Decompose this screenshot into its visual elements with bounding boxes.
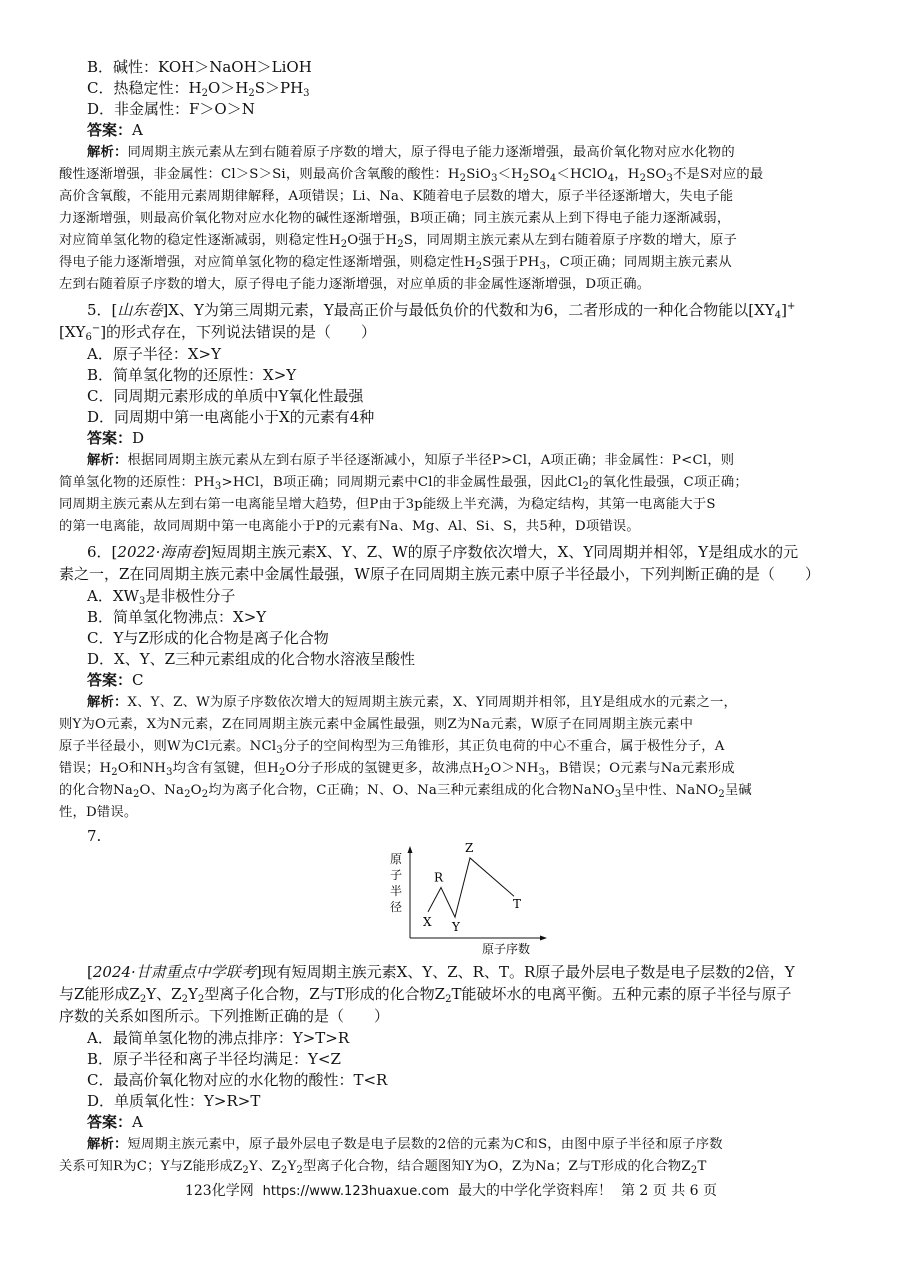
x-axis-arrow xyxy=(540,936,547,941)
q6-stem: 6．[2022·海南卷]短周期主族元素X、Y、Z、W的原子序数依次增大，X、Y同周期并相邻，Y是组成水的元 xyxy=(87,543,799,561)
q4-explanation-line: 得电子能力逐渐增强，对应简单氢化物的稳定性逐渐增强，则稳定性$H_2S$强于$PH_3$，C项正确；同周期主族元素从 xyxy=(59,255,732,272)
q5-explanation-line: 的第一电离能，故同周期中第一电离能小于P的元素有Na、Mg、Al、Si、S，共5种，D项错误。 xyxy=(59,519,640,534)
q5-explanation-line: 解析：根据同周期主族元素从左到右原子半径逐渐减小，知原子半径P>Cl，A项正确；非金属性：P<Cl，则 xyxy=(87,453,735,468)
point-label-R: R xyxy=(434,870,444,885)
q6-explanation-line: 性，D错误。 xyxy=(59,805,138,820)
q6-stem: 素之一，Z在同周期主族元素中金属性最强，W原子在同周期主族元素中原子半径最小，下列判断正确的是（ ） xyxy=(59,565,820,583)
point-label-Y: Y xyxy=(452,920,460,935)
q6-option-b: B．简单氢化物沸点：X>Y xyxy=(87,608,267,626)
q5-option-a: A．原子半径：X>Y xyxy=(87,345,221,363)
page-footer xyxy=(0,1180,902,1200)
y-axis-label-char: 径 xyxy=(389,900,403,914)
q7-source: 2024·甘肃重点中学联考 xyxy=(92,963,256,981)
y-axis-label xyxy=(390,852,402,914)
q6-option-d: D．X、Y、Z三种元素组成的化合物水溶液呈酸性 xyxy=(87,650,416,668)
series-line xyxy=(428,858,514,917)
y-axis-label-char: 子 xyxy=(389,868,403,882)
q4-option-b: B．碱性：KOH＞NaOH＞LiOH xyxy=(87,58,312,76)
q5-stem: $[XY_6^-]$的形式存在，下列说法错误的是（ ） xyxy=(59,323,377,343)
q6-answer: 答案：C xyxy=(87,671,144,689)
y-axis-label-char: 半 xyxy=(389,884,403,898)
q4-explanation-line: 力逐渐增强，则最高价氧化物对应水化物的碱性逐渐增强，B项正确；同主族元素从上到下得电子能力逐渐减弱， xyxy=(59,211,731,226)
q7-option-b: B．原子半径和离子半径均满足：Y<Z xyxy=(87,1050,341,1068)
q4-answer: 答案：A xyxy=(87,121,143,139)
q7-stem: [2024·甘肃重点中学联考]现有短周期主族元素X、Y、Z、R、T。R原子最外层电子数是电子层数的2倍，Y xyxy=(87,963,795,981)
point-label-T: T xyxy=(513,897,522,912)
q5-source: 山东卷 xyxy=(117,301,163,319)
q7-chart-svg xyxy=(388,843,548,958)
q4-explanation-line: 解析：同周期主族元素从左到右随着原子序数的增大，原子得电子能力逐渐增强，最高价氧化物对应水化物的 xyxy=(87,145,735,160)
q7-option-d: D．单质氧化性：Y>R>T xyxy=(87,1092,261,1110)
q4-explanation-line: 高价含氧酸，不能用元素周期律解释，A项错误；Li、Na、K随着电子层数的增大，原子半径逐渐增大，失电子能 xyxy=(59,189,734,204)
q4-explanation-line: 对应简单氢化物的稳定性逐渐减弱，则稳定性$H_2O$强于$H_2S$，同周期主族元素从左到右随着原子序数的增大，原子 xyxy=(59,233,737,250)
q4-option-c: C．热稳定性：$H_2O>H_2S>PH_3$ xyxy=(87,79,310,99)
q7-stem: 序数的关系如图所示。下列推断正确的是（ ） xyxy=(59,1007,390,1025)
q5-option-b: B．简单氢化物的还原性：X>Y xyxy=(87,366,297,384)
q6-explanation-line: 解析：X、Y、Z、W为原子序数依次增大的短周期主族元素，X、Y同周期并相邻，且Y是组成水的元素之一， xyxy=(87,695,737,710)
footer-slogan: 最大的中学化学资料库！ xyxy=(458,1183,613,1199)
q5-option-d: D．同周期中第一电离能小于X的元素有4种 xyxy=(87,408,375,426)
q4-explanation-line: 酸性逐渐增强，非金属性：Cl＞S＞Si，则最高价含氧酸的酸性：$H_2SiO_3<H_2SO_4<HClO_4$，$H_2SO_3$不是S对应的最 xyxy=(59,167,764,184)
q6-option-a: A．$XW_3$是非极性分子 xyxy=(87,587,236,607)
y-axis-label-char: 原 xyxy=(389,852,403,866)
q5-stem: 5．[山东卷]X、Y为第三周期元素，Y最高正价与最低负价的代数和为6，二者形成的一种化合物能以$[XY_4]^+$ xyxy=(87,301,796,321)
q7-explanation-line: 关系可知R为C；Y与Z能形成$Z_2Y$、$Z_2Y_2$型离子化合物，结合题图知Y为O，Z为Na；Z与T形成的化合物$Z_2T$ xyxy=(59,1159,707,1176)
q6-explanation-line: 则Y为O元素，X为N元素，Z在同周期主族元素中金属性最强，则Z为Na元素，W原子在同周期主族元素中 xyxy=(59,717,694,732)
q5-option-c: C．同周期元素形成的单质中Y氧化性最强 xyxy=(87,387,364,405)
y-axis-arrow xyxy=(408,846,413,853)
q5-answer: 答案：D xyxy=(87,429,145,447)
point-label-X: X xyxy=(423,914,432,929)
q6-option-c: C．Y与Z形成的化合物是离子化合物 xyxy=(87,629,329,647)
q7-option-c: C．最高价氧化物对应的水化物的酸性：T<R xyxy=(87,1071,388,1089)
q6-explanation-line: 错误；$H_2O$和$NH_3$均含有氢键，但$H_2O$分子形成的氢键更多，故沸点$H_2O>NH_3$，B错误；O元素与Na元素形成 xyxy=(59,761,735,778)
q6-explanation-line: 原子半径最小，则W为Cl元素。NCl$_3$分子的空间构型为三角锥形，其正负电荷的中心不重合，属于极性分子，A xyxy=(59,739,725,756)
q7-answer: 答案：A xyxy=(87,1113,143,1131)
q7-option-a: A．最简单氢化物的沸点排序：Y>T>R xyxy=(87,1029,350,1047)
point-label-Z: Z xyxy=(465,843,474,855)
footer-site: 123化学网 xyxy=(184,1183,254,1199)
q4-explanation-line: 左到右随着原子序数的增大，原子得电子能力逐渐增强，对应单质的非金属性逐渐增强，D项正确。 xyxy=(59,277,651,292)
q7-explanation-line: 解析：短周期主族元素中，原子最外层电子数是电子层数的2倍的元素为C和S，由图中原子半径和原子序数 xyxy=(87,1137,723,1152)
q6-source: 2022·海南卷 xyxy=(117,543,206,561)
q5-explanation-line: 同周期主族元素从左到右第一电离能呈增大趋势，但P由于3p能级上半充满，为稳定结构，其第一电离能大于S xyxy=(59,497,716,512)
q6-explanation-line: 的化合物$Na_2O$、$Na_2O_2$均为离子化合物，C正确；N、O、Na三种元素组成的化合物NaNO$_3$呈中性、NaNO$_2$呈碱 xyxy=(59,783,752,800)
x-axis-label: 原子序数 xyxy=(481,942,531,956)
footer-url[interactable]: https://www.123huaxue.com xyxy=(262,1184,450,1199)
q5-explanation-line: 简单氢化物的还原性：$PH_3>HCl$，B项正确；同周期元素中Cl的非金属性最强，因此$Cl_2$的氧化性最强，C项正确； xyxy=(59,475,748,492)
q4-option-d: D．非金属性：F＞O＞N xyxy=(87,100,255,118)
q7-chart xyxy=(388,843,548,958)
footer-page-number: 第 2 页 共 6 页 xyxy=(620,1183,718,1199)
q7-stem: 与Z能形成$Z_2Y$、$Z_2Y_2$型离子化合物，Z与T形成的化合物$Z_2T$能破坏水的电离平衡。五种元素的原子半径与原子 xyxy=(59,985,792,1005)
q7-number: 7. xyxy=(87,827,102,845)
